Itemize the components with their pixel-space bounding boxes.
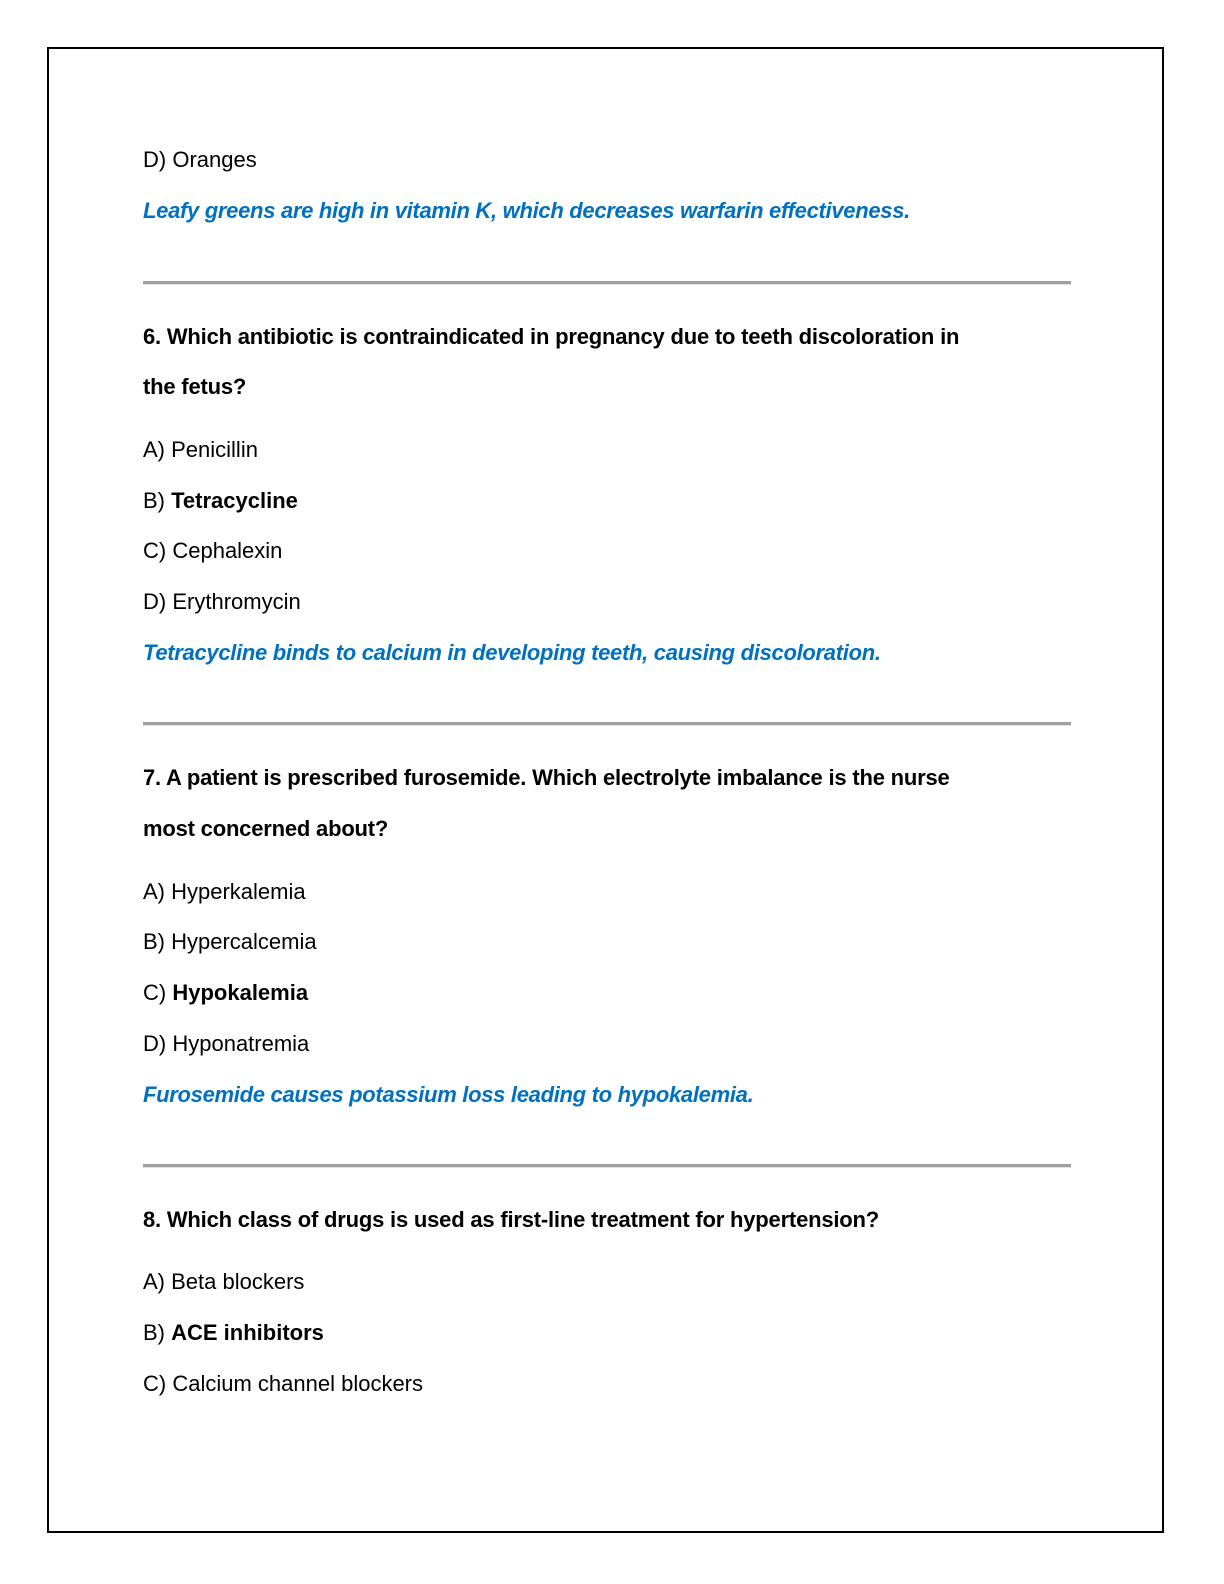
q6-option-b-correct xyxy=(143,487,298,515)
q7-question-line2: most concerned about? xyxy=(143,816,389,841)
divider xyxy=(143,1164,1071,1168)
option-text: Hypokalemia xyxy=(172,980,309,1005)
q6-question-line1: 6. Which antibiotic is contraindicated in pregnancy due to teeth discoloration in xyxy=(143,324,960,349)
divider xyxy=(143,722,1071,726)
q6-explanation: Tetracycline binds to calcium in developing teeth, causing discoloration. xyxy=(143,640,881,665)
q5-explanation: Leafy greens are high in vitamin K, which decreases warfarin effectiveness. xyxy=(143,198,910,223)
q7-question-line1: 7. A patient is prescribed furosemide. Which electrolyte imbalance is the nurse xyxy=(143,765,950,790)
option-text: ACE inhibitors xyxy=(171,1320,324,1345)
q6-option-c xyxy=(143,537,282,565)
divider xyxy=(143,281,1071,285)
option-prefix: C) xyxy=(143,1371,167,1396)
option-text: Tetracycline xyxy=(171,488,298,513)
option-text: Calcium channel blockers xyxy=(172,1371,424,1396)
q5-option-d xyxy=(143,146,257,174)
q8-option-c xyxy=(143,1370,423,1398)
option-text: Hypercalcemia xyxy=(171,929,317,954)
q6-option-d xyxy=(143,588,301,616)
q8-option-a xyxy=(143,1268,304,1296)
q6-option-a xyxy=(143,436,258,464)
q6-question-line2: the fetus? xyxy=(143,374,247,399)
option-prefix: B) xyxy=(143,1320,165,1345)
q7-option-a xyxy=(143,878,306,906)
q7-explanation: Furosemide causes potassium loss leading to hypokalemia. xyxy=(143,1082,754,1107)
option-prefix: C) xyxy=(143,538,167,563)
option-text: Cephalexin xyxy=(172,538,283,563)
option-prefix: C) xyxy=(143,980,167,1005)
option-prefix: B) xyxy=(143,488,165,513)
option-text: Hyperkalemia xyxy=(171,879,306,904)
option-prefix: A) xyxy=(143,879,165,904)
q7-option-d xyxy=(143,1030,309,1058)
q8-option-b-correct xyxy=(143,1319,324,1347)
option-text: Oranges xyxy=(172,147,257,172)
option-prefix: A) xyxy=(143,437,165,462)
option-prefix: D) xyxy=(143,1031,167,1056)
q8-question-line1: 8. Which class of drugs is used as first-line treatment for hypertension? xyxy=(143,1207,879,1232)
q7-option-c-correct xyxy=(143,979,308,1007)
option-text: Hyponatremia xyxy=(172,1031,310,1056)
option-text: Erythromycin xyxy=(172,589,301,614)
option-text: Penicillin xyxy=(171,437,258,462)
option-prefix: A) xyxy=(143,1269,165,1294)
option-prefix: D) xyxy=(143,589,167,614)
option-prefix: D) xyxy=(143,147,167,172)
option-text: Beta blockers xyxy=(171,1269,305,1294)
option-prefix: B) xyxy=(143,929,165,954)
q7-option-b xyxy=(143,928,317,956)
